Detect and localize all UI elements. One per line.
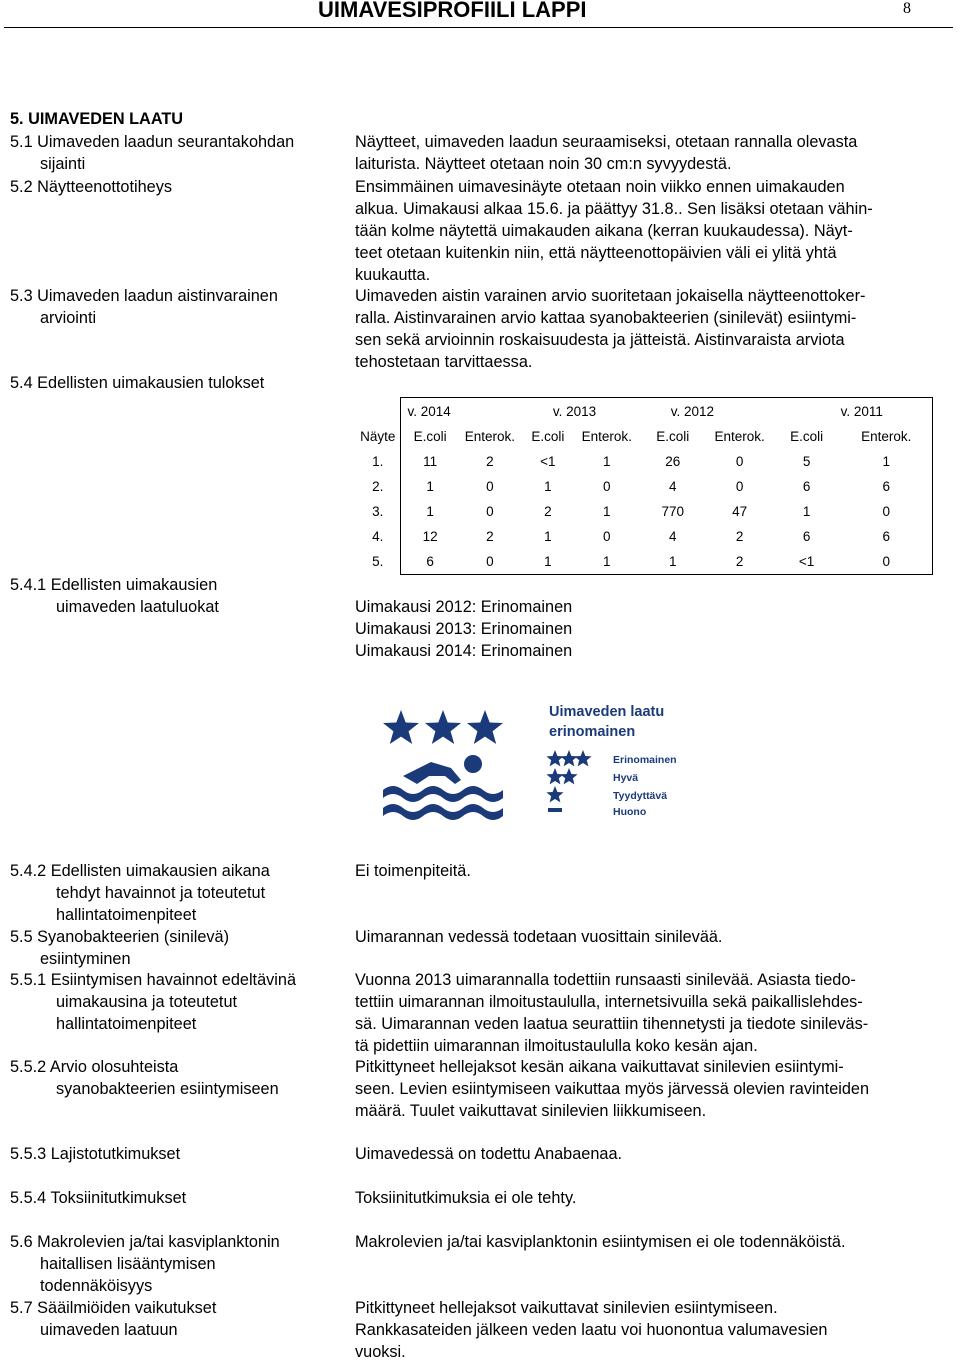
water-quality-logo [369, 688, 719, 833]
text-line: kuukautta. [355, 266, 431, 284]
table-cell: 2 [544, 504, 552, 519]
column-header: E.coli [401, 424, 459, 449]
text-line: Pitkittyneet hellejaksot kesän aikana vaikuttavat sinilevien esiintymi- [355, 1058, 844, 1076]
table-cell: 4. [372, 529, 384, 544]
s56-label-line: todennäköisyys [40, 1277, 153, 1295]
s56-label-line: 5.6 Makrolevien ja/tai kasviplanktonin [10, 1233, 280, 1251]
table-cell: 2. [372, 479, 384, 494]
table-cell: 6 [841, 524, 933, 549]
s542-label-line: tehdyt havainnot ja toteutetut [56, 884, 266, 902]
s551-label-line: hallintatoimenpiteet [56, 1015, 197, 1033]
s541-label [10, 574, 219, 618]
table-cell: <1 [540, 454, 556, 469]
section-heading: 5. UIMAVEDEN LAATU [10, 110, 184, 128]
table-cell: 11 [401, 449, 459, 474]
table-cell: 0 [841, 499, 933, 524]
s542-label [10, 860, 270, 926]
text-line: tään kolme näytettä uimakauden aikana (kerran kuukaudessa). Näyt- [355, 222, 853, 240]
s57-text [355, 1297, 945, 1363]
star-icon [467, 710, 503, 744]
table-cell: 0 [486, 479, 494, 494]
table-cell: 1 [639, 549, 707, 575]
column-header: E.coli [656, 429, 690, 444]
document-title: UIMAVESIPROFIILI LAPPI [318, 0, 587, 22]
s541-label-line: 5.4.1 Edellisten uimakausien [10, 576, 218, 594]
s52-label: 5.2 Näytteenottotiheys [10, 178, 173, 196]
text-line: tettiin uimarannan ilmoitustaululla, internetsivuilla sekä paikallislehdes- [355, 993, 863, 1011]
s53-text [355, 285, 945, 373]
table-cell: 5. [372, 554, 384, 570]
s55-label-line: 5.5 Syanobakteerien (sinilevä) [10, 928, 230, 946]
star-icon [425, 710, 461, 744]
s53-label-line: 5.3 Uimaveden laadun aistinvarainen [10, 287, 278, 305]
legend-label: Huono [613, 806, 647, 818]
logo-title-line-2: erinomainen [549, 724, 636, 740]
table-cell: 0 [735, 479, 744, 494]
s552-label [10, 1056, 279, 1100]
column-header: E.coli [790, 429, 824, 444]
column-header: Enterok. [464, 429, 516, 444]
text-line: teet otetaan kuitenkin niin, että näytteenottopäivien väli ei ylitä yhtä [355, 244, 837, 262]
text-line: vuoksi. [355, 1343, 406, 1361]
s553-label: 5.5.3 Lajistotutkimukset [10, 1145, 181, 1163]
s56-label [10, 1231, 280, 1297]
column-header: Enterok. [581, 429, 632, 444]
year-header: v. 2011 [773, 398, 933, 425]
s51-label-line: 5.1 Uimaveden laadun seurantakohdan [10, 133, 295, 151]
s542-label-line: 5.4.2 Edellisten uimakausien aikana [10, 862, 270, 880]
s51-label [10, 131, 294, 175]
table-cell: 6 [802, 479, 811, 494]
text-line: ralla. Aistinvarainen arvio kattaa syanobakteerien (sinilevät) esiintymi- [355, 309, 857, 327]
table-cell: 12 [401, 524, 459, 549]
table-cell: 770 [661, 504, 684, 519]
swimmer-body-icon [403, 762, 461, 784]
s53-label-line: arviointi [40, 309, 97, 327]
water-quality-logo-graphic [369, 688, 719, 833]
year-header: v. 2014 [401, 398, 521, 425]
year-row [355, 398, 933, 425]
s551-label-line: uimakausina ja toteutetut [56, 993, 238, 1011]
table-cell: 0 [603, 529, 611, 544]
s54-label: 5.4 Edellisten uimakausien tulokset [10, 374, 265, 392]
table-cell: 4 [668, 479, 677, 494]
s55-label [10, 926, 229, 970]
s551-label-line: 5.5.1 Esiintymisen havainnot edeltävinä [10, 971, 297, 989]
text-line: seen. Levien esiintymiseen vaikuttaa myös järvessä olevien ravinteiden [355, 1080, 870, 1098]
wave-icon [383, 804, 503, 820]
legend-label: Tyydyttävä [613, 790, 668, 802]
results-table [355, 397, 933, 575]
text-line: Uimakausi 2012: Erinomainen [355, 598, 573, 616]
text-line: sen sekä arvioinnin roskaisuudesta ja jätteistä. Aistinvaraista arviota [355, 331, 845, 349]
s541-text [355, 596, 945, 662]
legend-label: Erinomainen [613, 754, 677, 766]
s542-label-line: hallintatoimenpiteet [56, 906, 197, 924]
text-line: tä pidettiin uimarannan ilmoitustaululla koko kesän ajan. [355, 1037, 758, 1055]
page-number: 8 [903, 0, 911, 17]
s554-text: Toksiinitutkimuksia ei ole tehty. [355, 1189, 577, 1207]
table-cell: 1 [802, 504, 811, 519]
table-cell: 2 [486, 529, 494, 544]
table-row [355, 449, 933, 474]
text-line: Vuonna 2013 uimarannalla todettiin runsaasti sinilevää. Asiasta tiedo- [355, 971, 856, 989]
legend-stars-good [546, 768, 577, 784]
table-cell: 1 [401, 499, 459, 524]
text-line: laiturista. Näytteet otetaan noin 30 cm:n syvyydestä. [355, 155, 732, 173]
text-line: sä. Uimarannan veden laatua seurattiin tihennetysti ja tiedote sinileväs- [355, 1015, 869, 1033]
table-cell: 1 [544, 529, 552, 544]
table-cell: 3. [372, 504, 384, 519]
s552-label-line: 5.5.2 Arvio olosuhteista [10, 1058, 179, 1076]
text-line: Uimaveden aistin varainen arvio suoritetaan jokaisella näytteenottoker- [355, 287, 866, 305]
table-cell: 1 [603, 504, 611, 519]
s553-text: Uimavedessä on todettu Anabaenaa. [355, 1145, 623, 1163]
s552-label-line: syanobakteerien esiintymiseen [56, 1080, 279, 1098]
star-icon [383, 710, 419, 744]
header-rule [4, 27, 953, 28]
table-cell: 5 [802, 454, 811, 469]
table-cell: 1 [544, 479, 552, 494]
year-header: v. 2012 [639, 398, 773, 425]
text-line: tehostetaan tarvittaessa. [355, 353, 533, 371]
s542-text: Ei toimenpiteitä. [355, 862, 471, 880]
text-line: Uimakausi 2014: Erinomainen [355, 642, 573, 660]
table-cell: 0 [841, 549, 933, 575]
column-header: Näyte [360, 429, 396, 444]
legend-star-sufficient [546, 786, 563, 802]
table-cell: 26 [665, 454, 681, 469]
s56-label-line: haitallisen lisääntymisen [40, 1255, 216, 1273]
table-cell: 6 [401, 549, 459, 575]
s57-label-line: 5.7 Sääilmiöiden vaikutukset [10, 1299, 217, 1317]
table-cell: 1 [841, 449, 933, 474]
s554-label: 5.5.4 Toksiinitutkimukset [10, 1189, 187, 1207]
column-header: Enterok. [714, 429, 765, 444]
table-row [355, 549, 933, 575]
s551-text [355, 969, 945, 1057]
text-line: alkua. Uimakausi alkaa 15.6. ja päättyy 31.8.. Sen lisäksi otetaan vähin- [355, 200, 873, 218]
column-header: Enterok. [841, 424, 933, 449]
table-cell: 6 [841, 474, 933, 499]
column-header: E.coli [531, 429, 565, 444]
text-line: Rankkasateiden jälkeen veden laatu voi huonontua valumavesien [355, 1321, 828, 1339]
s52-text [355, 176, 945, 286]
s552-text [355, 1056, 945, 1122]
table-cell: 6 [802, 529, 811, 544]
legend-stars-excellent [546, 750, 591, 766]
year-header: v. 2013 [521, 398, 639, 425]
table-cell: <1 [773, 549, 841, 575]
s51-label-line: sijainti [40, 155, 86, 173]
text-line: määrä. Tuulet vaikuttavat sinilevien liikkumiseen. [355, 1102, 707, 1120]
table-cell: 1 [575, 549, 639, 575]
text-line: Ensimmäinen uimavesinäyte otetaan noin viikko ennen uimakauden [355, 178, 845, 196]
table-cell: 1. [372, 454, 384, 469]
wave-icon [383, 786, 503, 802]
s55-label-line: esiintyminen [40, 950, 131, 968]
table-cell: 47 [732, 504, 748, 519]
table-cell: 0 [486, 504, 494, 519]
s551-label [10, 969, 296, 1035]
legend-bar-poor [548, 808, 562, 812]
logo-title-line-1: Uimaveden laatu [549, 704, 665, 720]
table-cell: 4 [668, 529, 677, 544]
table-cell: 2 [735, 529, 744, 544]
table-cell: 0 [603, 479, 611, 494]
text-line: Näytteet, uimaveden laadun seuraamiseksi, otetaan rannalla olevasta [355, 133, 858, 151]
table-cell: 0 [459, 549, 521, 575]
swimmer-head-icon [464, 755, 482, 773]
table-row [355, 524, 933, 549]
table-cell: 0 [735, 454, 744, 469]
table-cell: 1 [603, 454, 611, 469]
table-cell: 2 [486, 454, 494, 469]
s51-text [355, 131, 945, 175]
column-header-row [355, 424, 933, 449]
table-row [355, 474, 933, 499]
page-header [0, 0, 960, 30]
s541-label-line: uimaveden laatuluokat [56, 598, 219, 616]
table-row [355, 499, 933, 524]
s56-text: Makrolevien ja/tai kasviplanktonin esiintymisen ei ole todennäköistä. [355, 1233, 846, 1251]
table-cell: 1 [401, 474, 459, 499]
table-cell: 2 [707, 549, 773, 575]
table-cell: 1 [521, 549, 575, 575]
text-line: Uimakausi 2013: Erinomainen [355, 620, 573, 638]
legend-label: Hyvä [613, 772, 639, 784]
s53-label [10, 285, 278, 329]
s57-label [10, 1297, 216, 1341]
s57-label-line: uimaveden laatuun [40, 1321, 178, 1339]
s55-text: Uimarannan vedessä todetaan vuosittain sinilevää. [355, 928, 723, 946]
text-line: Pitkittyneet hellejaksot vaikuttavat sinilevien esiintymiseen. [355, 1299, 778, 1317]
